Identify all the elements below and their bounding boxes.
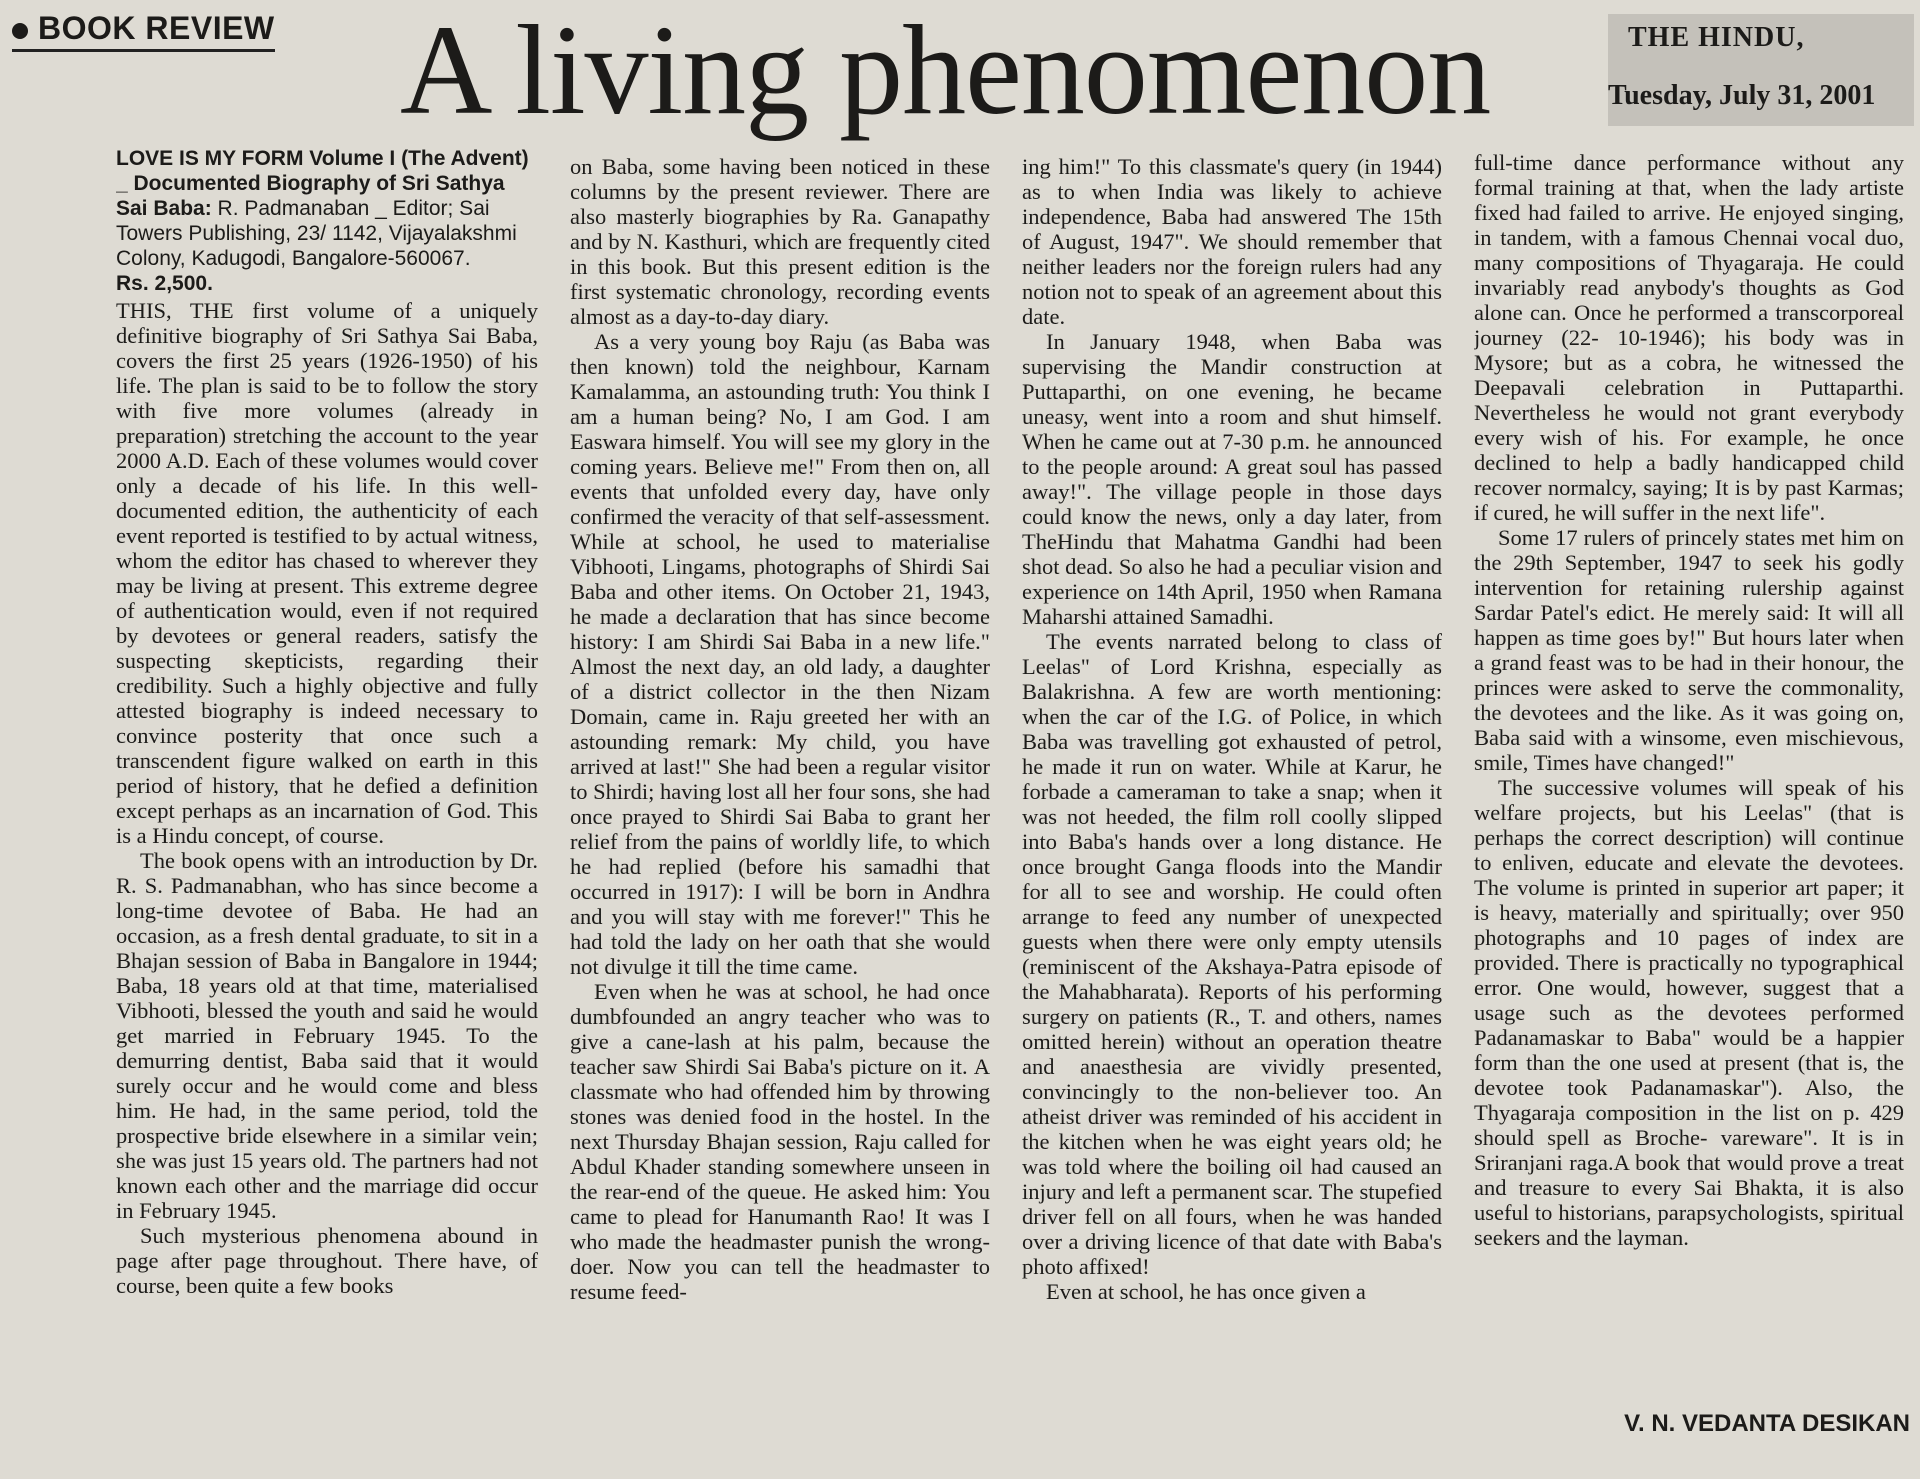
- column-1: [116, 146, 538, 1446]
- book-details: R. Padmanaban _ Editor; Sai Towers Publishing, 23/ 1142, Vijayalakshmi Colony, Kadugodi, Bangalore-560067.: [116, 197, 517, 270]
- paragraph: The successive volumes will speak of his welfare projects, but his Leelas" (that is perhaps the correct description) will continue to enliven, educate and elevate the devotees. The volume is printed in superior art paper; it is heavy, materially and spiritually; over 950 photographs and 10 pages of index are provided. There is practically no typographical error. One would, however, suggest that a usage such as the devotees performed Padanamaskar to Baba" would be a happier form than the one used at present (that is, the devotee took Padanamaskar"). Also, the Thyagaraja composition in the list on p. 429 should spell as Broche- vareware". It is in Sriranjani raga.A book that would prove a treat and treasure to every Sai Bhakta, it is also useful to historians, parapsychologists, spiritual seekers and the layman.: [1474, 775, 1904, 1250]
- paragraph: The events narrated belong to class of Leelas" of Lord Krishna, especially as Balakrishna. A few are worth mentioning: when the car of the I.G. of Police, in which Baba was travelling got exhausted of petrol, he made it run on water. While at Karur, he forbade a cameraman to take a snap; when it was not heeded, the film roll coolly slipped into Baba's hands over a long distance. He once brought Ganga floods into the Mandir for all to see and worship. He could often arrange to feed any number of unexpected guests when there were only empty utensils (reminiscent of the Akshaya-Patra episode of the Mahabharata). Reports of his performing surgery on patients (R., T. and others, names omitted herein) without an operation theatre and anaesthesia are vividly presented, convincingly to the non-believer too. An atheist driver was reminded of his accident in the kitchen when he was eight years old; he was told where the boiling oil had caused an injury and left a permanent scar. The stupefied driver fell on all fours, when he was handed over a driving licence of that date with Baba's photo affixed!: [1022, 629, 1442, 1279]
- publication-date: Tuesday, July 31, 2001: [1608, 80, 1876, 111]
- bullet-icon: [12, 23, 28, 39]
- paragraph: Even when he was at school, he had once dumbfounded an angry teacher who was to give a cane-lash at his palm, because the teacher saw Shirdi Sai Baba's picture on it. A classmate who had offended him by throwing stones was denied food in the hostel. In the next Thursday Bhajan session, Raju called for Abdul Khader standing somewhere unseen in the rear-end of the queue. He asked him: You came to plead for Hanumanth Rao! It was I who made the headmaster punish the wrong-doer. Now you can tell the headmaster to resume feed-: [570, 979, 990, 1304]
- headline: A living phenomenon: [400, 0, 1491, 141]
- byline: V. N. VEDANTA DESIKAN: [1624, 1410, 1910, 1437]
- masthead: [1608, 14, 1914, 126]
- section-tag: [12, 10, 275, 52]
- paragraph: Some 17 rulers of princely states met him on the 29th September, 1947 to seek his godly intervention for retaining rulership against Sardar Patel's edict. He merely said: It will all happen as time goes by!" But hours later when a grand feast was to be had in their honour, the princes were asked to serve the commonality, the devotees and the like. As it was going on, Baba said with a winsome, even mischievous, smile, Times have changed!": [1474, 525, 1904, 775]
- paragraph: full-time dance performance without any formal training at that, when the lady artiste fixed had failed to arrive. He enjoyed singing, in tandem, with a famous Chennai vocal duo, many compositions of Thyagaraja. He could invariably read anybody's thoughts as God alone can. Once he performed a transcorporeal journey (22- 10-1946); his body was in Mysore; but as a cobra, he witnessed the Deepavali celebration in Puttaparthi. Nevertheless he would not grant everybody every wish of his. For example, he once declined to help a badly handicapped child recover normalcy, saying; It is by past Karmas; if cured, he will suffer in the next life".: [1474, 150, 1904, 525]
- book-info: [116, 146, 538, 296]
- column-2: [570, 154, 990, 1454]
- section-label: BOOK REVIEW: [38, 10, 275, 46]
- column-4: [1474, 150, 1904, 1450]
- paragraph: As a very young boy Raju (as Baba was then known) told the neighbour, Karnam Kamalamma, an astounding truth: You think I am a human being? No, I am God. I am Easwara himself. You will see my glory in the coming years. Believe me!" From then on, all events that unfolded every day, have only confirmed the veracity of that self-assessment. While at school, he used to materialise Vibhooti, Lingams, photographs of Shirdi Sai Baba and other items. On October 21, 1943, he made a declaration that has since become history: I am Shirdi Sai Baba in a new life." Almost the next day, an old lady, a daughter of a district collector in the then Nizam Domain, came in. Raju greeted her with an astounding remark: My child, you have arrived at last!" She had been a regular visitor to Shirdi; having lost all her four sons, she had once prayed to Shirdi Sai Baba to grant her relief from the pains of worldly life, to which he had replied (before his samadhi that occurred in 1917): I will be born in Andhra and you will stay with me forever!" This he had told the lady on her oath that she would not divulge it till the time came.: [570, 329, 990, 979]
- paragraph: Even at school, he has once given a: [1046, 1279, 1366, 1304]
- book-price: Rs. 2,500.: [116, 272, 213, 295]
- paragraph: The book opens with an introduction by Dr. R. S. Padmanabhan, who has since become a long-time devotee of Baba. He had an occasion, as a fresh dental graduate, to sit in a Bhajan session of Baba in Bangalore in 1944; Baba, 18 years old at that time, materialised Vibhooti, blessed the youth and said he would get married in February 1945. To the demurring dentist, Baba said that it would surely occur and he would come and bless him. He had, in the same period, told the prospective bride elsewhere in a similar vein; she was just 15 years old. The partners had not known each other and the marriage did occur in February 1945.: [116, 848, 538, 1223]
- paragraph: In January 1948, when Baba was supervising the Mandir construction at Puttaparthi, on one evening, he became uneasy, went into a room and shut himself. When he came out at 7-30 p.m. he announced to the people around: A great soul has passed away!". The village people in those days could know the news, only a day later, from TheHindu that Mahatma Gandhi had been shot dead. So also he had a peculiar vision and experience on 14th April, 1950 when Ramana Maharshi attained Samadhi.: [1022, 329, 1442, 629]
- paragraph: on Baba, some having been noticed in these columns by the present reviewer. There are also masterly biographies by Ra. Ganapathy and by N. Kasthuri, which are frequently cited in this book. But this present edition is the first systematic chronology, recording events almost as a day-to-day diary.: [570, 154, 990, 329]
- paper-name: THE HINDU,: [1628, 22, 1805, 53]
- book-title: LOVE IS MY FORM Volume I (The Advent) _ Documented Biography of Sri Sathya Sai Baba:: [116, 147, 529, 220]
- paragraph: Such mysterious phenomena abound in page after page throughout. There have, of course, been quite a few books: [116, 1223, 538, 1298]
- paragraph: ing him!" To this classmate's query (in 1944) as to when India was likely to achieve independence, Baba had answered The 15th of August, 1947". We should remember that neither leaders nor the foreign rulers had any notion not to speak of an agreement about this date.: [1022, 154, 1442, 329]
- paragraph: THIS, THE first volume of a uniquely definitive biography of Sri Sathya Sai Baba, covers the first 25 years (1926-1950) of his life. The plan is said to be to follow the story with five more volumes (already in preparation) stretching the account to the year 2000 A.D. Each of these volumes would cover only a decade of his life. In this well- documented edition, the authenticity of each event reported is testified to by actual witness, whom the editor has chased to wherever they may be living at present. This extreme degree of authentication would, even if not required by devotees or general readers, satisfy the suspecting skepticists, regarding their credibility. Such a highly objective and fully attested biography is indeed necessary to convince posterity that once such a transcendent figure walked on earth in this period of history, that he defied a definition except perhaps as an incarnation of God. This is a Hindu concept, of course.: [116, 298, 538, 848]
- column-3: [1022, 154, 1442, 1454]
